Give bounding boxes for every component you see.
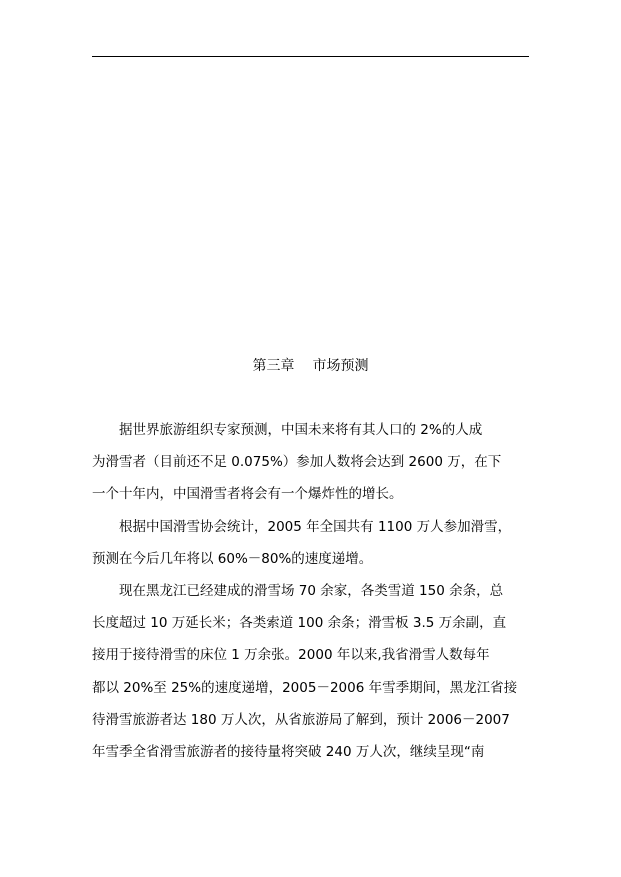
body-text	[92, 421, 529, 775]
paragraph-line: 待滑雪旅游者达 180 万人次，从省旅游局了解到，预计 2006－2007	[92, 711, 510, 728]
chapter-number: 第三章	[252, 358, 295, 374]
paragraph-1	[92, 421, 529, 518]
paragraph-line: 都以 20%至 25%的速度递增，2005－2006 年雪季期间，黑龙江省接	[92, 679, 518, 696]
paragraph-2	[92, 518, 529, 582]
chapter-name: 市场预测	[312, 358, 369, 374]
paragraph-line: 长度超过 10 万延长米；各类索道 100 余条；滑雪板 3.5 万余副，直	[92, 615, 507, 632]
paragraph-line: 接用于接待滑雪的床位 1 万余张。2000 年以来,我省滑雪人数每年	[92, 647, 490, 664]
paragraph-line: 现在黑龙江已经建成的滑雪场 70 余家，各类雪道 150 余条，总	[119, 582, 504, 599]
paragraph-line: 根据中国滑雪协会统计，2005 年全国共有 1100 万人参加滑雪，	[119, 518, 512, 535]
paragraph-line: 年雪季全省滑雪旅游者的接待量将突破 240 万人次，继续呈现“南	[92, 743, 485, 760]
paragraph-line: 据世界旅游组织专家预测，中国未来将有其人口的 2%的人成	[119, 422, 483, 438]
paragraph-line: 一个十年内，中国滑雪者将会有一个爆炸性的增长。	[92, 486, 403, 503]
paragraph-line: 为滑雪者（目前还不足 0.075%）参加人数将会达到 2600 万，在下	[92, 454, 502, 471]
paragraph-3	[92, 582, 529, 775]
header-rule	[92, 56, 529, 57]
chapter-title	[0, 357, 621, 375]
paragraph-line: 预测在今后几年将以 60%－80%的速度递增。	[92, 550, 373, 567]
